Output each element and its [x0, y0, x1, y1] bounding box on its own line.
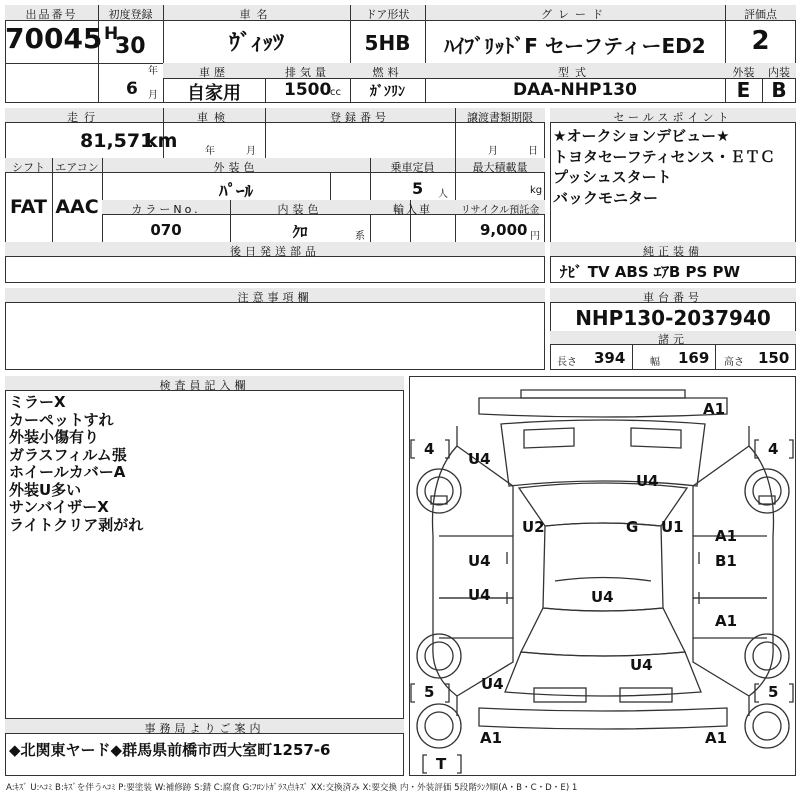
damage-mark: U4 [468, 450, 491, 468]
note-line: ライトクリア剥がれ [9, 515, 144, 534]
office-label: 事務局よりご案内 [144, 722, 265, 735]
damage-mark: B1 [715, 552, 737, 570]
sales-point: プッシュスタート [553, 168, 672, 186]
inspector-label: 検査員記入欄 [159, 379, 250, 392]
door-type: 5HB [364, 31, 411, 55]
score-value: 2 [751, 26, 770, 56]
equipment-label: 純正装備 [643, 245, 703, 258]
damage-mark: A1 [480, 729, 503, 747]
damage-mark: U4 [468, 586, 491, 604]
history-value: 自家用 [187, 83, 241, 104]
year-unit: 年 [148, 66, 158, 77]
recycle-label: リサイクル預託金 [460, 205, 540, 216]
height-value: 150 [758, 349, 790, 367]
damage-mark: U2 [522, 518, 545, 536]
reg-no-label: 登録番号 [330, 111, 390, 124]
note-line: ガラスフィルム張 [9, 445, 127, 464]
sales-points-label: セールスポイント [613, 111, 733, 124]
sales-point: ★オークションデビュー★ [553, 127, 730, 145]
model-value: DAA-NHP130 [513, 80, 637, 100]
chassis-number: NHP130-2037940 [575, 306, 771, 330]
car-name: ｳﾞｨｯﾂ [228, 31, 284, 56]
width-value: 169 [678, 349, 710, 367]
td-day-unit: 日 [528, 146, 538, 157]
car-outline-diagram [409, 376, 796, 776]
mileage-value: 81,571 [80, 130, 154, 152]
score-label: 評価点 [744, 8, 777, 21]
length-label: 長さ [557, 357, 577, 368]
length-value: 394 [594, 349, 626, 367]
damage-mark: 5 [424, 683, 435, 701]
lot-number: 70045 [5, 22, 103, 55]
damage-mark: 4 [424, 440, 435, 458]
car-name-label: 車名 [239, 8, 274, 21]
damage-legend: A:ｷｽﾞ U:ﾍｺﾐ B:ｷｽﾞを伴うﾍｺﾐ P:要塗装 W:補修跡 S:錆 C:腐食 G:ﾌﾛﾝﾄｶﾞﾗｽ点ｷｽﾞ XX:交換済み X:要交換 内・外装評価 5段階ﾗﾝｸ順(A・B・C・D・E) 1 [6, 783, 578, 793]
capacity-value: 5 [412, 179, 424, 198]
recycle-value: 9,000 [480, 221, 528, 239]
shift-label: シフト [12, 161, 45, 174]
displacement-label: 排気量 [285, 66, 330, 79]
inspection-label: 車検 [197, 111, 231, 124]
displacement-value: 1500 [284, 80, 332, 100]
exterior-label: 外装 [732, 66, 755, 79]
note-line: 外装U多い [9, 480, 82, 499]
ext-color-value: ﾊﾟｰﾙ [219, 182, 253, 202]
int-color-value: ｸﾛ [292, 223, 308, 241]
interior-label: 内装 [768, 66, 790, 79]
kg-unit: kg [530, 185, 543, 196]
damage-mark: A1 [715, 527, 738, 545]
first-reg-label: 初度登録 [108, 8, 153, 21]
cc-unit: cc [330, 87, 341, 98]
note-line: ホイールカバーA [9, 463, 126, 481]
damage-mark: A1 [703, 400, 726, 418]
note-line: カーペットすれ [9, 410, 114, 429]
damage-mark: 5 [768, 683, 779, 701]
damage-mark: T [436, 755, 447, 773]
fuel-label: 燃料 [372, 66, 403, 79]
fuel-value: ｶﾞｿﾘﾝ [370, 84, 405, 100]
people-unit: 人 [438, 189, 448, 200]
damage-mark: U4 [636, 472, 659, 490]
mileage-label: 走行 [67, 111, 101, 124]
caution-label: 注意事項欄 [237, 291, 313, 304]
damage-mark: U4 [481, 675, 504, 693]
sales-point: トヨタセーフティセンス・ＥＴＣ [553, 147, 776, 166]
aircon-value: AAC [55, 196, 99, 218]
capacity-label: 乗車定員 [390, 161, 435, 174]
int-color-label: 内装色 [277, 203, 323, 216]
reg-year: 30 [115, 34, 146, 59]
aircon-label: エアコン [55, 161, 99, 174]
dims-label: 諸元 [658, 333, 688, 346]
damage-mark: G [626, 518, 639, 536]
import-label: 輸入車 [393, 203, 432, 216]
era: H [104, 24, 119, 44]
width-label: 幅 [650, 357, 660, 368]
lot-no-label: 出品番号 [25, 8, 78, 21]
model-label: 型式 [558, 66, 592, 79]
note-line: 外装小傷有り [9, 428, 100, 446]
history-label: 車歴 [199, 66, 229, 79]
kei-unit: 系 [355, 231, 365, 242]
reg-month: 6 [126, 79, 138, 99]
yen-unit: 円 [530, 231, 540, 242]
note-line: ミラーX [9, 393, 66, 411]
insp-month-unit: 月 [246, 146, 256, 157]
equipment-value: ﾅﾋﾞ TV ABS ｴｱB PS PW [560, 263, 741, 281]
damage-mark: U4 [630, 656, 653, 674]
exterior-grade: E [736, 78, 751, 102]
note-line: サンバイザーX [9, 498, 109, 516]
sales-points-list [553, 128, 793, 207]
damage-mark: A1 [715, 612, 738, 630]
damage-mark: U4 [591, 588, 614, 606]
later-parts-label: 後日発送部品 [230, 245, 320, 258]
damage-mark: U4 [468, 552, 491, 570]
shift-value: FAT [10, 196, 47, 218]
door-type-label: ドア形状 [365, 8, 410, 21]
insp-year-unit: 年 [205, 146, 215, 157]
color-no-label: カラーNo. [131, 203, 201, 216]
office-notice: ◆北関東ヤード◆群馬県前橋市西大室町1257-6 [9, 741, 331, 759]
inspector-notes [9, 394, 399, 534]
color-no-value: 070 [150, 221, 182, 239]
grade-value: ﾊｲﾌﾞﾘｯﾄﾞF セーフティーED2 [444, 34, 706, 58]
grade-label: グレード [541, 8, 609, 21]
damage-mark: A1 [705, 729, 728, 747]
height-label: 高さ [724, 357, 744, 368]
chassis-label: 車台番号 [643, 291, 703, 304]
ext-color-label: 外装色 [213, 161, 259, 174]
sales-point: バックモニター [553, 188, 659, 207]
km-unit: km [145, 130, 178, 152]
interior-grade: B [771, 78, 787, 102]
damage-mark: U1 [661, 518, 684, 536]
max-load-label: 最大積載量 [472, 161, 528, 174]
month-unit: 月 [148, 90, 158, 101]
transfer-deadline-label: 譲渡書類期限 [467, 111, 533, 124]
td-month-unit: 月 [488, 146, 498, 157]
damage-mark: 4 [768, 440, 779, 458]
